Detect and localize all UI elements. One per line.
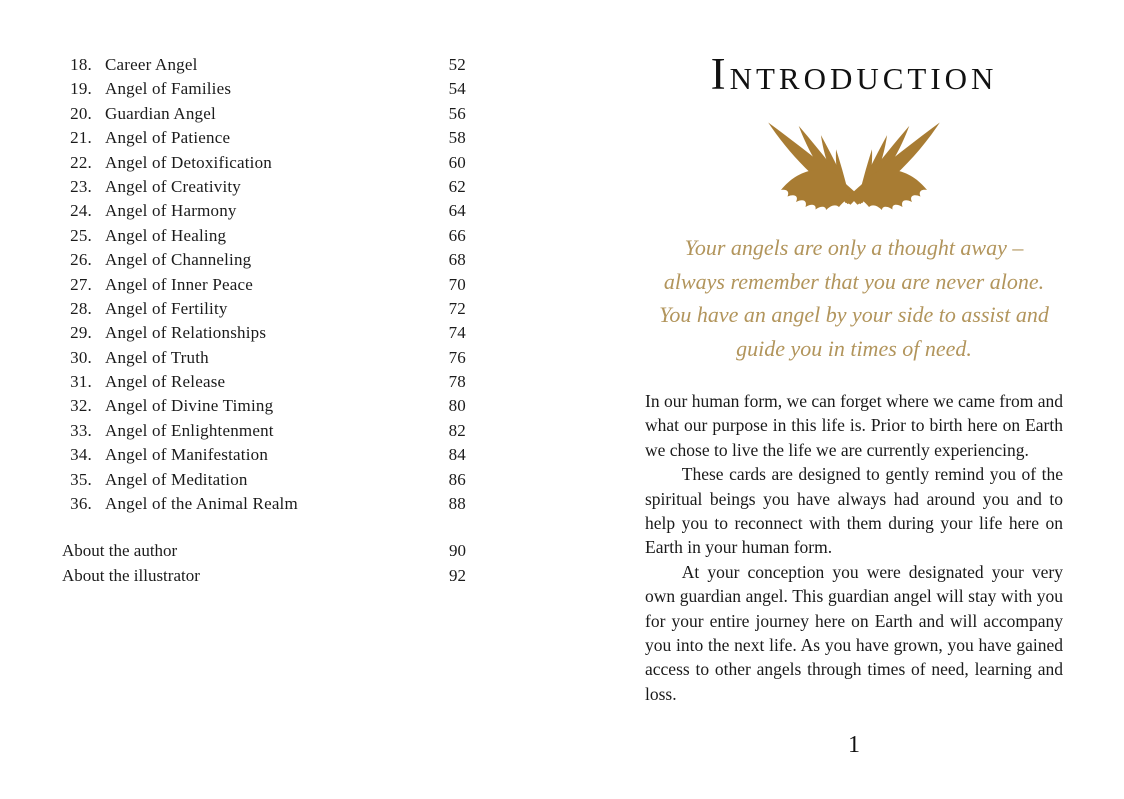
epigraph-line: You have an angel by your side to assist and (659, 302, 1049, 327)
toc-item-number: 32. (70, 396, 92, 416)
toc-item-page: 56 (448, 103, 466, 123)
epigraph-quote (645, 231, 1063, 365)
toc-item-title: Angel of Relationships (105, 323, 267, 343)
angel-wings-icon (760, 113, 948, 213)
toc-item-page: 70 (448, 274, 466, 294)
toc-item-page: 68 (448, 250, 466, 270)
toc-item-title: Angel of Release (105, 372, 226, 392)
page-title (645, 48, 1063, 105)
toc-item-title: Angel of Channeling (105, 250, 252, 270)
toc-item-title: Angel of Divine Timing (105, 396, 274, 416)
toc-item-page: 52 (448, 55, 466, 74)
toc-item (62, 372, 466, 396)
introduction-page (645, 48, 1063, 759)
toc-item-title: Angel of Families (105, 79, 232, 99)
toc-item (62, 153, 466, 177)
toc-item-page: 82 (448, 420, 466, 440)
toc-item-page: 64 (448, 201, 466, 221)
toc-item (62, 128, 466, 152)
toc-item-title: Angel of Detoxification (105, 152, 272, 172)
toc-item-title: Angel of Creativity (105, 176, 241, 196)
toc-item (62, 299, 466, 323)
toc-item (62, 201, 466, 225)
toc-item-page: 74 (448, 323, 466, 343)
toc-item-page: 58 (448, 128, 466, 148)
toc-item-number: 23. (70, 176, 92, 196)
toc-item (62, 445, 466, 469)
toc-item-number: 28. (70, 298, 92, 318)
toc-item-number: 26. (70, 250, 92, 270)
toc-item (62, 226, 466, 250)
toc-item-number: 27. (70, 274, 92, 294)
epigraph-line: always remember that you are never alone. (663, 268, 1045, 294)
toc-item (62, 396, 466, 420)
toc-item (62, 250, 466, 274)
toc-item-number: 35. (70, 469, 92, 489)
toc-item-page: 62 (448, 176, 466, 196)
toc-item (62, 275, 466, 299)
toc-item-number: 36. (70, 494, 92, 514)
toc-item-page: 60 (448, 152, 466, 172)
toc-item-number: 25. (70, 225, 92, 245)
toc-item (62, 104, 466, 128)
toc-item-page: 72 (448, 298, 466, 318)
toc-item-page: 54 (448, 79, 466, 99)
toc-item-number: 33. (70, 420, 92, 440)
about-item (62, 566, 466, 590)
toc-item-title: Angel of Truth (105, 347, 209, 367)
toc-item-number: 31. (70, 372, 92, 392)
body-paragraph: At your conception you were designated your very own guardian angel. This guardian angel will stay with you for your entire journey here on Earth and will accompany you into the next life. As you have grown, you have gained access to other angels through times of need, learning and loss. (645, 561, 1063, 704)
body-paragraph: In our human form, we can forget where we came from and what our purpose in this life is. Prior to birth here on Earth we chose to live the life we are currently experiencing. (645, 391, 1063, 460)
about-item (62, 541, 466, 565)
toc-item-title: Angel of Healing (105, 225, 227, 245)
toc-spacer (62, 518, 466, 541)
toc-item-number: 19. (70, 79, 92, 99)
page-title-initial: I (710, 49, 730, 99)
toc-item-title: Angel of the Animal Realm (105, 494, 298, 514)
about-item-title: About the author (62, 541, 178, 561)
toc-item-page: 86 (448, 469, 466, 489)
toc-item-number: 24. (70, 201, 92, 221)
toc-list (62, 55, 466, 518)
toc-item-number: 18. (70, 55, 92, 74)
toc-item (62, 348, 466, 372)
page-number: 1 (848, 732, 860, 759)
toc-item-number: 21. (70, 128, 92, 148)
contents-page (62, 55, 466, 590)
about-list (62, 541, 466, 590)
toc-item-page: 76 (448, 347, 466, 367)
toc-item-title: Guardian Angel (105, 103, 216, 123)
toc-item-title: Angel of Patience (105, 128, 231, 148)
toc-item-number: 29. (70, 323, 92, 343)
toc-item-title: Angel of Meditation (105, 469, 248, 489)
toc-item (62, 55, 466, 79)
about-item-page: 92 (449, 565, 466, 585)
toc-item-title: Angel of Enlightenment (105, 420, 274, 440)
toc-item-number: 22. (70, 152, 92, 172)
epigraph-line: guide you in times of need. (736, 335, 972, 361)
toc-item-number: 30. (70, 347, 92, 367)
page-title-rest: NTRODUCTION (729, 61, 998, 96)
toc-item (62, 494, 466, 518)
toc-item-title: Angel of Manifestation (105, 445, 269, 465)
epigraph-line: Your angels are only a thought away – (684, 235, 1024, 260)
toc-item-page: 80 (448, 396, 466, 416)
toc-item-page: 66 (448, 225, 466, 245)
toc-item-number: 20. (70, 103, 92, 123)
toc-item-page: 88 (448, 494, 466, 514)
about-item-title: About the illustrator (62, 565, 200, 585)
toc-item (62, 470, 466, 494)
toc-item (62, 177, 466, 201)
toc-item (62, 79, 466, 103)
toc-item-title: Angel of Inner Peace (105, 274, 253, 294)
introduction-body (645, 389, 1063, 706)
toc-item-page: 84 (448, 445, 466, 465)
toc-item-title: Angel of Harmony (105, 201, 237, 221)
toc-item-number: 34. (70, 445, 92, 465)
toc-item (62, 323, 466, 347)
toc-item-title: Angel of Fertility (105, 298, 228, 318)
toc-item-title: Career Angel (105, 55, 198, 74)
about-item-page: 90 (449, 541, 466, 561)
toc-item (62, 421, 466, 445)
body-paragraph: These cards are designed to gently remind you of the spiritual beings you have always had around you and to help you to reconnect with them during your life here on Earth in your human form. (645, 464, 1063, 558)
toc-item-page: 78 (448, 372, 466, 392)
